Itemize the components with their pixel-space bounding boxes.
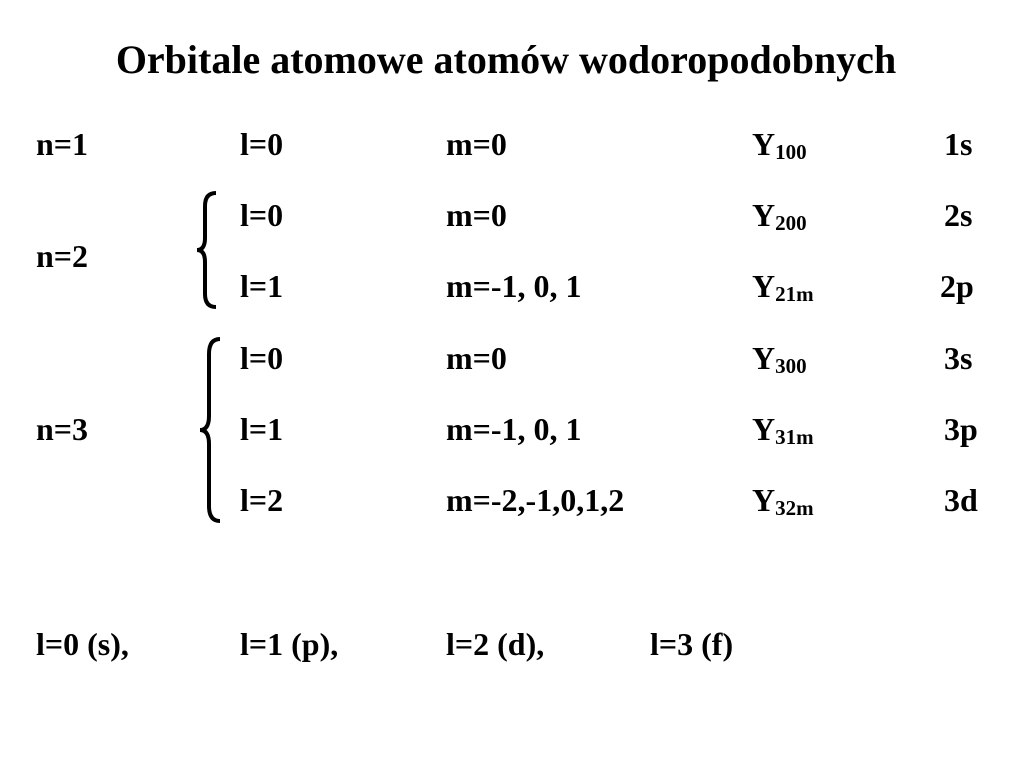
wavefunction-label — [752, 124, 807, 164]
orbital-name: 2p — [940, 268, 974, 304]
psi-index: 200 — [775, 211, 807, 235]
legend-item: l=0 (s), — [36, 626, 129, 662]
m-value: m=0 — [446, 340, 507, 376]
psi-index: 100 — [775, 140, 807, 164]
psi-index: 31m — [775, 425, 814, 449]
psi-symbol: Y — [752, 268, 776, 304]
wavefunction-label — [752, 409, 814, 449]
l-value: l=0 — [240, 197, 284, 233]
n-value-2: n=2 — [36, 238, 89, 274]
psi-index: 300 — [775, 354, 807, 378]
m-value: m=-1, 0, 1 — [446, 268, 582, 304]
l-value: l=1 — [240, 411, 284, 447]
brace-n2-icon — [192, 190, 222, 310]
legend-item: l=1 (p), — [240, 626, 339, 662]
legend-item: l=2 (d), — [446, 626, 545, 662]
l-value: l=1 — [240, 268, 284, 304]
wavefunction-label — [752, 338, 807, 378]
wavefunction-label — [752, 195, 807, 235]
n-value-1: n=1 — [36, 126, 89, 162]
orbital-name: 3d — [944, 482, 978, 518]
psi-index: 32m — [775, 496, 814, 520]
m-value: m=0 — [446, 197, 507, 233]
l-value: l=0 — [240, 126, 284, 162]
wavefunction-label — [752, 266, 814, 306]
orbital-name: 1s — [944, 126, 973, 162]
psi-symbol: Y — [752, 197, 776, 233]
orbital-name: 3s — [944, 340, 973, 376]
m-value: m=-1, 0, 1 — [446, 411, 582, 447]
psi-index: 21m — [775, 282, 814, 306]
orbital-name: 3p — [944, 411, 978, 447]
l-value: l=2 — [240, 482, 284, 518]
slide-title: Orbitale atomowe atomów wodoropodobnych — [115, 37, 897, 82]
orbital-name: 2s — [944, 197, 973, 233]
n-value-3: n=3 — [36, 411, 89, 447]
psi-symbol: Y — [752, 340, 776, 376]
psi-symbol: Y — [752, 411, 776, 447]
m-value: m=-2,-1,0,1,2 — [446, 482, 625, 518]
psi-symbol: Y — [752, 126, 776, 162]
legend-item: l=3 (f) — [650, 626, 734, 662]
m-value: m=0 — [446, 126, 507, 162]
brace-n3-icon — [194, 336, 226, 524]
l-value: l=0 — [240, 340, 284, 376]
psi-symbol: Y — [752, 482, 776, 518]
wavefunction-label — [752, 480, 814, 520]
